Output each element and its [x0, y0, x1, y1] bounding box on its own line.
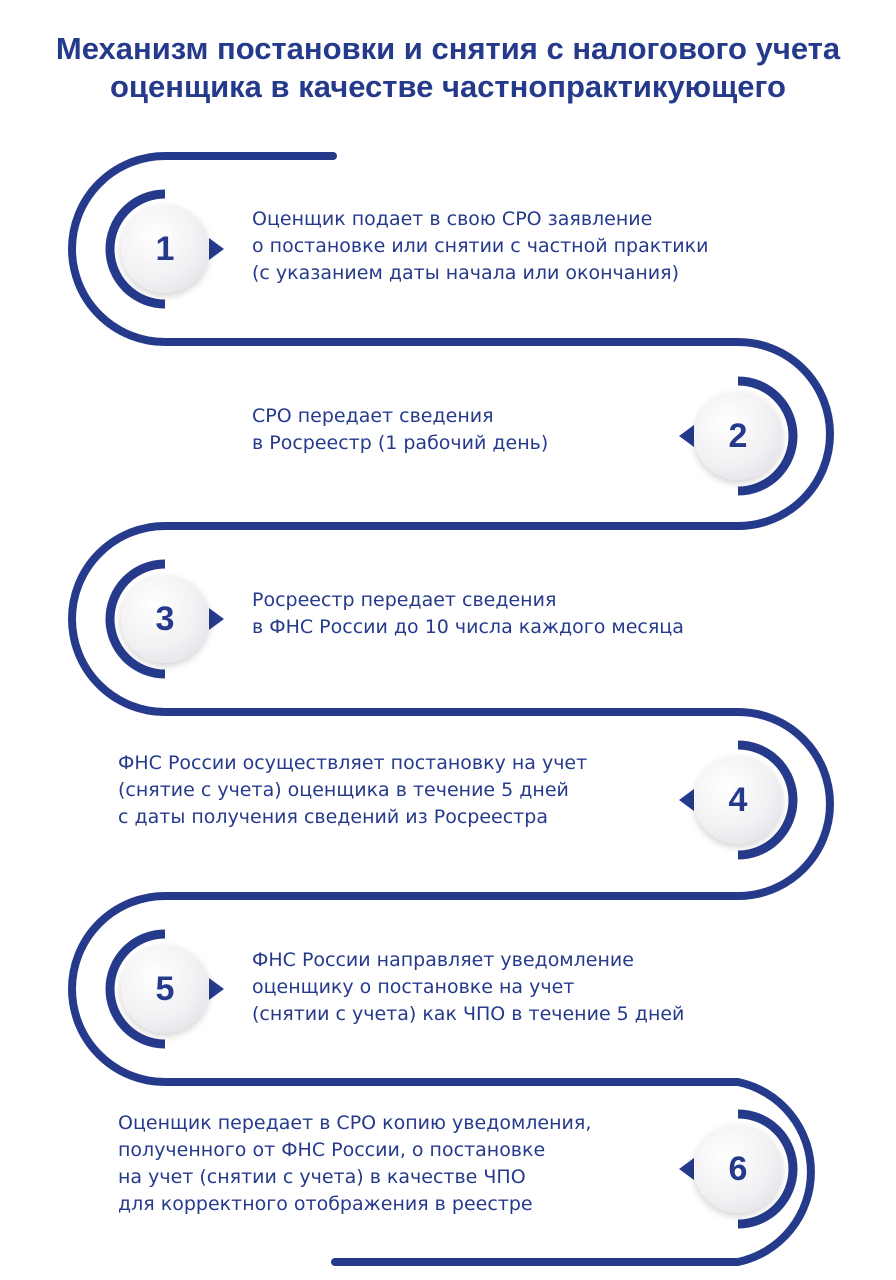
step-4-line: ФНС России осуществляет постановку на учет	[118, 752, 588, 774]
step-3-badge	[121, 575, 209, 663]
step-4-number: 4	[728, 780, 748, 819]
connector-line	[72, 156, 830, 1262]
step-1-text	[252, 206, 708, 287]
step-3-number: 3	[155, 599, 175, 638]
step-5-line: ФНС России направляет уведомление	[252, 949, 634, 971]
step-6-number: 6	[728, 1149, 748, 1188]
step-1-line: Оценщик подает в свою СРО заявление	[252, 208, 653, 230]
step-6-badge	[694, 1125, 782, 1213]
step-1-badge	[121, 205, 209, 293]
step-3-line: Росреестр передает сведения	[252, 589, 557, 611]
step-1-line: (с указанием даты начала или окончания)	[252, 262, 679, 284]
step-5-badge	[121, 945, 209, 1033]
step-6-text	[118, 1110, 591, 1218]
step-6-line: Оценщик передает в СРО копию уведомления,	[118, 1112, 592, 1134]
title-line-2: оценщика в качестве частнопрактикующего	[110, 69, 786, 104]
title-line-1: Механизм постановки и снятия с налогового учета	[55, 31, 841, 66]
step-5-line: оценщику о постановке на учет	[252, 976, 575, 998]
step-2-badge	[694, 392, 782, 480]
step-2-line: СРО передает сведения	[252, 405, 494, 427]
step-2-number: 2	[728, 416, 748, 455]
step-6-line: на учет (снятии с учета) в качестве ЧПО	[118, 1166, 526, 1188]
step-4-text	[118, 750, 587, 831]
step-1-number: 1	[155, 229, 175, 268]
step-4-line: (снятие с учета) оценщика в течение 5 дней	[118, 779, 569, 801]
step-6-line: для корректного отображения в реестре	[118, 1193, 533, 1215]
step-5-text	[252, 947, 684, 1028]
step-5-line: (снятии с учета) как ЧПО в течение 5 дней	[252, 1003, 685, 1025]
step-4-badge	[694, 756, 782, 844]
step-2-line: в Росреестр (1 рабочий день)	[252, 432, 549, 454]
step-2-text	[252, 403, 548, 457]
step-3-text	[252, 587, 684, 641]
step-6-line: полученного от ФНС России, о постановке	[118, 1139, 546, 1161]
step-1-line: о постановке или снятии с частной практики	[252, 235, 709, 257]
step-4-line: с даты получения сведений из Росреестра	[118, 806, 548, 828]
step-3-line: в ФНС России до 10 числа каждого месяца	[252, 616, 684, 638]
step-5-number: 5	[155, 969, 175, 1008]
